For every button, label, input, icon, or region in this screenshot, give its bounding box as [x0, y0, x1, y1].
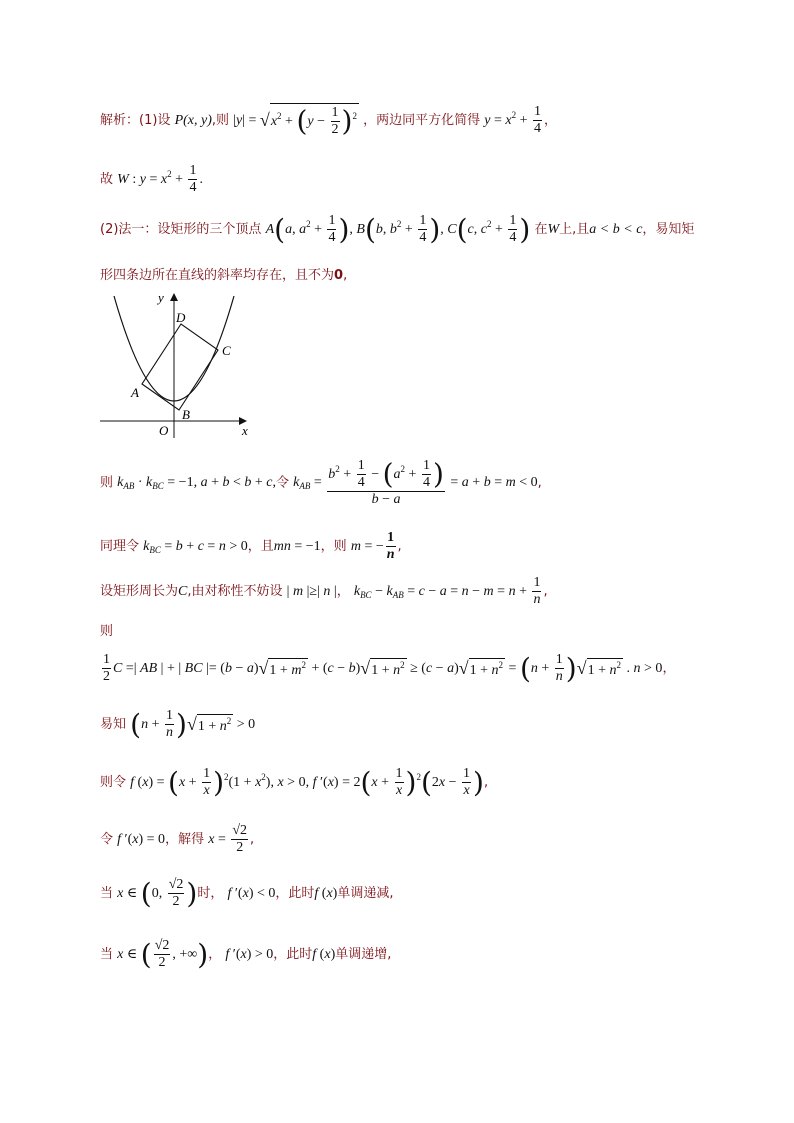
part-2-marker: (2) — [100, 221, 119, 237]
solution-label: 解析： — [100, 112, 140, 128]
parabola-equation: $y = x^2$ + $\frac{1}{4}$ — [484, 104, 541, 137]
parabola-rectangle-figure — [96, 288, 266, 443]
solution-line-9: $\frac{1}{2}$ C =| AB | + | BC |= $(b - a)√1 + m^2 + (c - b)√1 + n^2 \ge (c - a)√1 + n^2 = (n$ + $\frac{1}{n}$ )$√1 + n^2$ . n > 0， — [100, 652, 675, 685]
solution-line-10: 易知 (n + $\frac{1}{n}$ )$√1 + n^2 > 0$ — [100, 707, 256, 741]
label-y: y — [158, 290, 164, 305]
solution-line-13: 当 x ∈ (0, $\frac{√2}{2}$ )时， f ′(x) < 0，此时f (x)单调递减, — [100, 876, 394, 910]
part-1-marker: (1) — [139, 112, 158, 128]
solution-line-11: 则令 f (x) = (x + $\frac{1}{x}$ )$^2(1 + x^2)$, x > 0, f ′(x) = 2(x + $\frac{1}{x}$ )$^2$(2x − $\frac{1}{x}$ ), — [100, 765, 489, 799]
distance-equation: $|y| = √x^2 + (y$ − $\frac{1}{2}$ )$^2$ — [233, 104, 357, 138]
solution-line-6: 同理令 $k_{BC} = b + c = n > 0$，且mn = −1，则 m = − $\frac{1}{n}$ , — [100, 530, 402, 563]
point-P: P(x, y) — [174, 112, 212, 128]
label-C: C — [222, 343, 231, 358]
solution-line-1: 解析：(1)设 P(x, y),则 $|y| = √x^2 + (y$ − $\frac{1}{2}$ )$^2$ ，两边同平方化简得 $y = x^2$ + $\frac{1}{4}$ ， — [100, 104, 557, 138]
slope-AB-formula: $k_{AB}$ = $b^2$ + $\frac{1}{4}$ − ($a^2$ + $\frac{1}{4}$ ) b − a = a + b = m < 0 — [293, 457, 538, 508]
solution-line-12: 令 f ′(x) = 0，解得 x = $\frac{√2}{2}$ , — [100, 823, 255, 856]
label-A: A — [131, 385, 139, 400]
vertex-coordinates: A(a, $a^2$ + $\frac{1}{4}$ ), B(b, $b^2$ + $\frac{1}{4}$ ), C(c, $c^2$ + $\frac{1}{4}$ ) — [265, 212, 531, 246]
label-x: x — [242, 423, 248, 438]
curve-W-equation: W : $y = x^2$ + $\frac{1}{4}$ . — [117, 163, 203, 196]
solution-line-2: 故 W : $y = x^2$ + $\frac{1}{4}$ . — [100, 163, 203, 196]
label-O: O — [159, 423, 169, 438]
perimeter-equation: $\frac{1}{2}$ C =| AB | + | BC |= $(b - a)√1 + m^2 + (c - b)√1 + n^2 \ge (c - a)√1 + n^2 = (n$ + $\frac{1}{n}$ )$√1 + n^2$ . n > 0 — [103, 651, 663, 685]
solution-line-7: 设矩形周长为C,由对称性不妨设 | m |≥| n |， $k_{BC} - k_{AB} = c - a = n - m = n$ + $\frac{1}{n}$ , — [100, 575, 548, 608]
solution-line-14: 当 x ∈ ( $\frac{√2}{2}$ , +∞)， f ′(x) > 0，此时f (x)单调递增, — [100, 937, 392, 971]
solution-line-4: 形四条边所在直线的斜率均存在，且不为0, — [100, 268, 348, 283]
function-f-definition: f (x) = (x + $\frac{1}{x}$ )$^2(1 + x^2)$, x > 0, f ′(x) = 2(x + $\frac{1}{x}$ )$^2$(2x − $\frac{1}{x}$ ) — [130, 765, 484, 799]
solution-line-5: 则 $k_{AB} \cdot k_{BC} = -1$, a + b < b + c,令 $k_{AB}$ = $b^2$ + $\frac{1}{4}$ − ($a^2$ + $\frac{1}{4}$ ) b − a = a + b = m < 0, — [100, 457, 542, 508]
solution-line-8: 则 — [100, 624, 114, 639]
solution-line-3: (2)法一：设矩形的三个顶点 A(a, $a^2$ + $\frac{1}{4}$ ), B(b, $b^2$ + $\frac{1}{4}$ ), C(c, $c^2$ + $\frac{1}{4}$ ) 在W上,且a < b < c，易知矩 — [100, 212, 695, 246]
label-B: B — [182, 407, 190, 422]
rectangle-ABCD — [142, 324, 218, 410]
label-D: D — [176, 310, 186, 325]
